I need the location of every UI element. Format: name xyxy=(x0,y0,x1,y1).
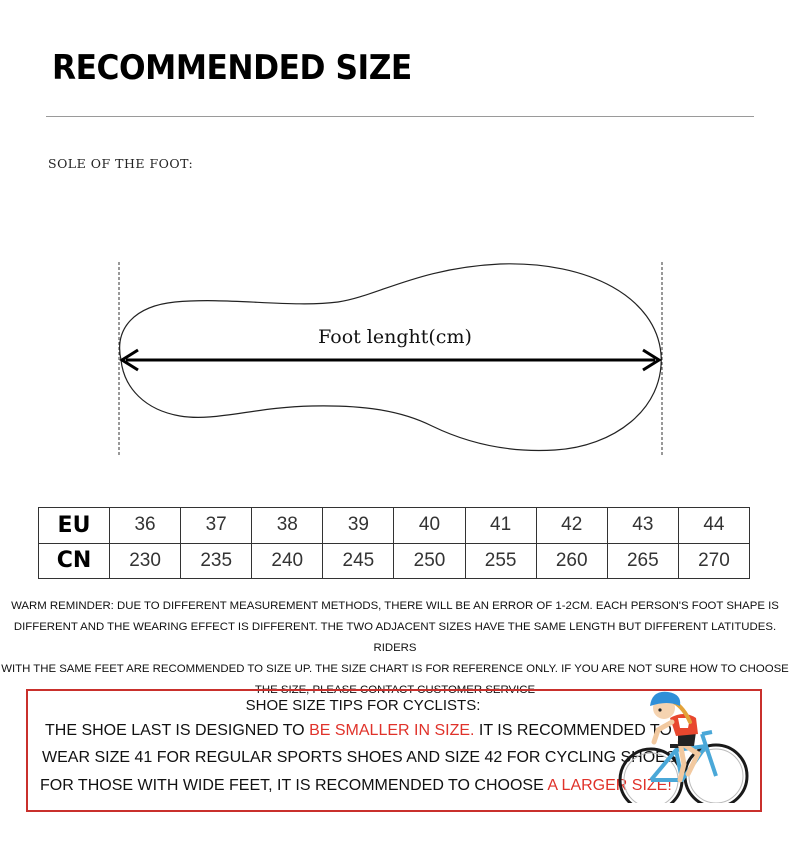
cn-cell: 255 xyxy=(465,543,536,579)
tips-highlight-larger: A LARGER SIZE! xyxy=(547,777,672,794)
eu-cell: 39 xyxy=(323,508,394,544)
cn-row xyxy=(39,543,750,579)
rider-arms xyxy=(654,722,672,742)
eu-cell: 42 xyxy=(536,508,607,544)
tips-line-1 xyxy=(45,722,672,740)
eu-cell: 44 xyxy=(678,508,749,544)
reminder-line: THE SIZE, PLEASE CONTACT CUSTOMER SERVICE xyxy=(254,684,536,696)
eu-cell: 43 xyxy=(607,508,678,544)
cn-cell: 235 xyxy=(181,543,252,579)
tips-text: IT IS RECOMMENDED TO xyxy=(474,722,672,739)
cn-cell: 250 xyxy=(394,543,465,579)
sole-label: SOLE OF THE FOOT: xyxy=(48,156,194,171)
eu-cell: 41 xyxy=(465,508,536,544)
cyclist-illustration xyxy=(618,688,753,803)
tips-title: SHOE SIZE TIPS FOR CYCLISTS: xyxy=(245,697,481,714)
eu-cell: 38 xyxy=(252,508,323,544)
tips-text: FOR THOSE WITH WIDE FEET, IT IS RECOMMENDED TO CHOOSE xyxy=(40,777,548,794)
tips-line-3 xyxy=(40,777,672,795)
title-divider xyxy=(46,116,754,117)
tips-highlight-smaller: BE SMALLER IN SIZE. xyxy=(309,722,475,739)
cn-cell: 245 xyxy=(323,543,394,579)
foot-sole-diagram xyxy=(0,250,790,460)
cn-cell: 270 xyxy=(678,543,749,579)
cn-cell: 240 xyxy=(252,543,323,579)
size-table xyxy=(38,507,750,579)
cn-cell: 265 xyxy=(607,543,678,579)
cn-cell: 230 xyxy=(110,543,181,579)
page-title: RECOMMENDED SIZE xyxy=(52,48,412,88)
foot-length-label: Foot lenght(cm) xyxy=(318,326,472,348)
reminder-line: WARM REMINDER: DUE TO DIFFERENT MEASUREMENT METHODS, THERE WILL BE AN ERROR OF 1-2CM. EACH PERSON'S FOOT SHAPE IS xyxy=(11,600,779,612)
foot-outline xyxy=(120,264,662,451)
eu-cell: 37 xyxy=(181,508,252,544)
tips-line-2: WEAR SIZE 41 FOR REGULAR SPORTS SHOES AND SIZE 42 FOR CYCLING SHOES. xyxy=(42,749,681,766)
reminder-line: DIFFERENT AND THE WEARING EFFECT IS DIFFERENT. THE TWO ADJACENT SIZES HAVE THE SAME LENGTH BUT DIFFERENT LATITUDES. RIDERS xyxy=(13,621,777,654)
tips-text: THE SHOE LAST IS DESIGNED TO xyxy=(45,722,310,739)
rear-wheel xyxy=(620,749,682,803)
eu-label: EU xyxy=(39,508,110,544)
eu-cell: 36 xyxy=(110,508,181,544)
warm-reminder xyxy=(0,596,790,701)
eu-cell: 40 xyxy=(394,508,465,544)
eu-row xyxy=(39,508,750,544)
cn-cell: 260 xyxy=(536,543,607,579)
reminder-line: WITH THE SAME FEET ARE RECOMMENDED TO SIZE UP. THE SIZE CHART IS FOR REFERENCE ONLY. IF YOU ARE NOT SURE HOW TO CHOOSE xyxy=(1,663,789,675)
cn-label: CN xyxy=(39,543,110,579)
